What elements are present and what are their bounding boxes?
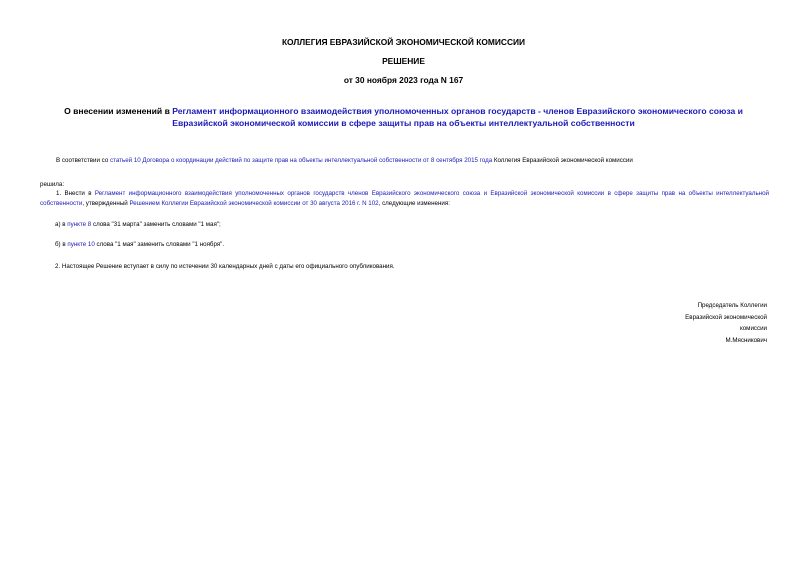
resolved-label: решила: <box>40 181 65 188</box>
doc-type: РЕШЕНИЕ <box>382 56 425 66</box>
basis-paragraph <box>56 156 776 166</box>
item-2-paragraph: 2. Настоящее Решение вступает в силу по истечении 30 календарных дней с даты его официального опубликования. <box>55 263 395 270</box>
decision-102-link[interactable]: Решением Коллегии Евразийской экономической комиссии от 30 августа 2016 г. N 102 <box>129 199 379 207</box>
doc-subject <box>40 105 767 129</box>
item1-middle: , утвержденный <box>82 199 130 207</box>
item-1-paragraph <box>40 189 769 208</box>
item1-suffix: , следующие изменения: <box>378 199 450 207</box>
point-8-link[interactable]: пункте 8 <box>67 221 92 228</box>
item1-prefix: 1. Внести в <box>56 190 95 197</box>
regulation-link[interactable]: Регламент информационного взаимодействия уполномоченных органов государств членов Евразийского экономического союза и Евразийской экономической комиссии в сфере защиты прав на объекты интеллектуальной собственности <box>40 190 769 207</box>
item-b-prefix: б) в <box>55 241 68 248</box>
point-10-link[interactable]: пункте 10 <box>67 241 95 248</box>
doc-date-number: от 30 ноября 2023 года N 167 <box>343 75 464 85</box>
item-b-paragraph <box>55 240 224 250</box>
subject-prefix: О внесении изменений в <box>64 106 173 116</box>
signature-name: М.Мясникович <box>725 336 767 344</box>
signature-line-1: Председатель Коллегии <box>697 302 767 309</box>
item-a-prefix: а) в <box>55 221 68 228</box>
basis-suffix: Коллегия Евразийской экономической комиссии <box>492 157 633 164</box>
treaty-article-link[interactable]: статьей 10 Договора о координации действий по защите прав на объекты интеллектуальной собственности от 8 сентября 2015 года <box>109 157 493 164</box>
item-b-suffix: слова "1 мая" заменить словами "1 ноября". <box>94 241 225 248</box>
subject-regulation-link[interactable]: Регламент информационного взаимодействия уполномоченных органов государств - членов Евразийского экономического союза и Евразийской экономической комиссии в сфере защиты прав на объекты интеллектуальной собственности <box>172 106 743 128</box>
signature-line-3: комиссии <box>739 325 767 332</box>
item-a-suffix: слова "31 марта" заменить словами "1 мая"; <box>91 221 221 228</box>
org-title: КОЛЛЕГИЯ ЕВРАЗИЙСКОЙ ЭКОНОМИЧЕСКОЙ КОМИССИИ <box>281 37 526 47</box>
signature-line-2: Евразийской экономической <box>685 313 767 321</box>
basis-prefix: В соответствии со <box>56 157 110 164</box>
item-a-paragraph <box>55 220 221 230</box>
signature-block <box>685 300 767 346</box>
